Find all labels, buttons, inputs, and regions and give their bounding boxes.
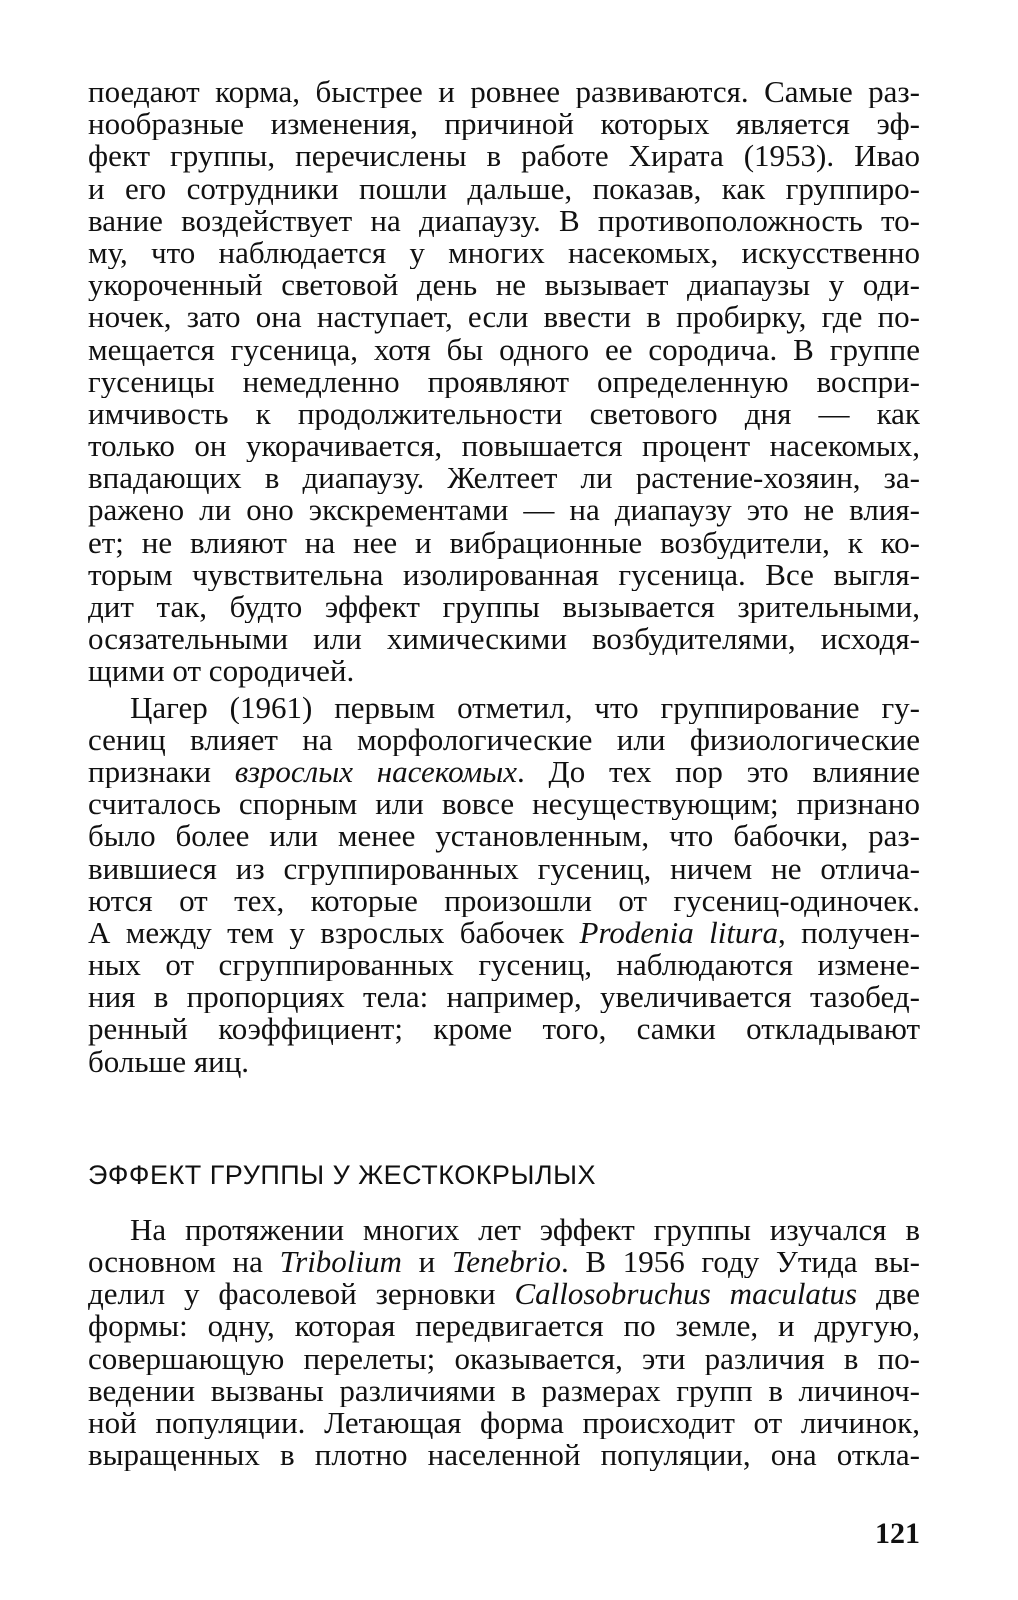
text-line: и его сотрудники пошли дальше, показав, как группиро-	[88, 172, 920, 205]
text-line: щими от сородичей.	[88, 655, 355, 688]
section-heading: ЭФФЕКТ ГРУППЫ У ЖЕСТКОКРЫЛЫХ	[88, 1159, 596, 1190]
text-line: вание воздействует на диапаузу. В противоположность то-	[88, 204, 920, 237]
text-line: осязательными или химическими возбудителями, исходя-	[88, 623, 920, 656]
text-line: было более или менее установленным, что бабочки, раз-	[88, 820, 920, 853]
text-line: нообразные изменения, причиной которых является эф-	[88, 108, 920, 141]
text-line: ражено ли оно экскрементами — на диапаузу это не влия-	[88, 494, 920, 527]
text-line: укороченный световой день не вызывает диапаузы у оди-	[88, 269, 920, 302]
text-line: торым чувствительна изолированная гусеница. Все выгля-	[88, 558, 920, 591]
text-line: поедают корма, быстрее и ровнее развиваются. Самые раз-	[88, 76, 920, 109]
text-line: делил у фасолевой зерновки Callosobruchus maculatus две	[88, 1278, 920, 1311]
text-line: ет; не влияют на нее и вибрационные возбудители, к ко-	[88, 526, 920, 559]
paragraph-1	[88, 76, 920, 688]
text-line: ночек, зато она наступает, если ввести в пробирку, где по-	[88, 301, 920, 334]
text-line: ведении вызваны различиями в размерах групп в личиноч-	[88, 1374, 920, 1407]
text-line: считалось спорным или вовсе несуществующим; признано	[88, 788, 920, 821]
text-line: только он укорачивается, повышается процент насекомых,	[88, 430, 920, 463]
text-line: основном на Tribolium и Tenebrio. В 1956 году Утида вы-	[88, 1246, 920, 1279]
text-line: ренный коэффициент; кроме того, самки откладывают	[88, 1013, 920, 1046]
text-line: На протяжении многих лет эффект группы изучался в	[130, 1213, 920, 1246]
section-paragraph	[88, 1214, 920, 1472]
text-line: А между тем у взрослых бабочек Prodenia litura, получен-	[88, 916, 920, 950]
text-line: формы: одну, которая передвигается по земле, и другую,	[88, 1310, 920, 1343]
text-line: ния в пропорциях тела: например, увеличивается тазобед-	[88, 981, 920, 1014]
text-line: впадающих в диапаузу. Желтеет ли растение-хозяин, за-	[88, 462, 920, 495]
text-line: признаки взрослых насекомых. До тех пор это влияние	[88, 755, 920, 789]
text-line: му, что наблюдается у многих насекомых, искусственно	[88, 236, 920, 270]
text-line: вившиеся из сгруппированных гусениц, ничем не отлича-	[88, 852, 920, 885]
text-line: имчивость к продолжительности светового дня — как	[88, 397, 920, 431]
text-line: Цагер (1961) первым отметил, что группирование гу-	[130, 691, 920, 724]
text-line: ются от тех, которые произошли от гусениц-одиночек.	[88, 884, 920, 917]
text-line: выращенных в плотно населенной популяции, она откла-	[88, 1439, 920, 1472]
text-line: ной популяции. Летающая форма происходит от личинок,	[88, 1406, 920, 1440]
text-line: совершающую перелеты; оказывается, эти различия в по-	[88, 1342, 920, 1375]
text-line: мещается гусеница, хотя бы одного ее сородича. В группе	[88, 333, 920, 366]
paragraph-2	[88, 692, 920, 1078]
page-number: 121	[875, 1517, 920, 1550]
book-page	[88, 76, 920, 1471]
text-line: ных от сгруппированных гусениц, наблюдаются измене-	[88, 949, 920, 982]
text-line: больше яиц.	[88, 1045, 250, 1078]
text-line: сениц влияет на морфологические или физиологические	[88, 723, 920, 756]
text-line: гусеницы немедленно проявляют определенную воспри-	[88, 365, 920, 398]
text-line: дит так, будто эффект группы вызывается зрительными,	[88, 591, 920, 624]
text-line: фект группы, перечислены в работе Хирата (1953). Ивао	[88, 140, 920, 173]
